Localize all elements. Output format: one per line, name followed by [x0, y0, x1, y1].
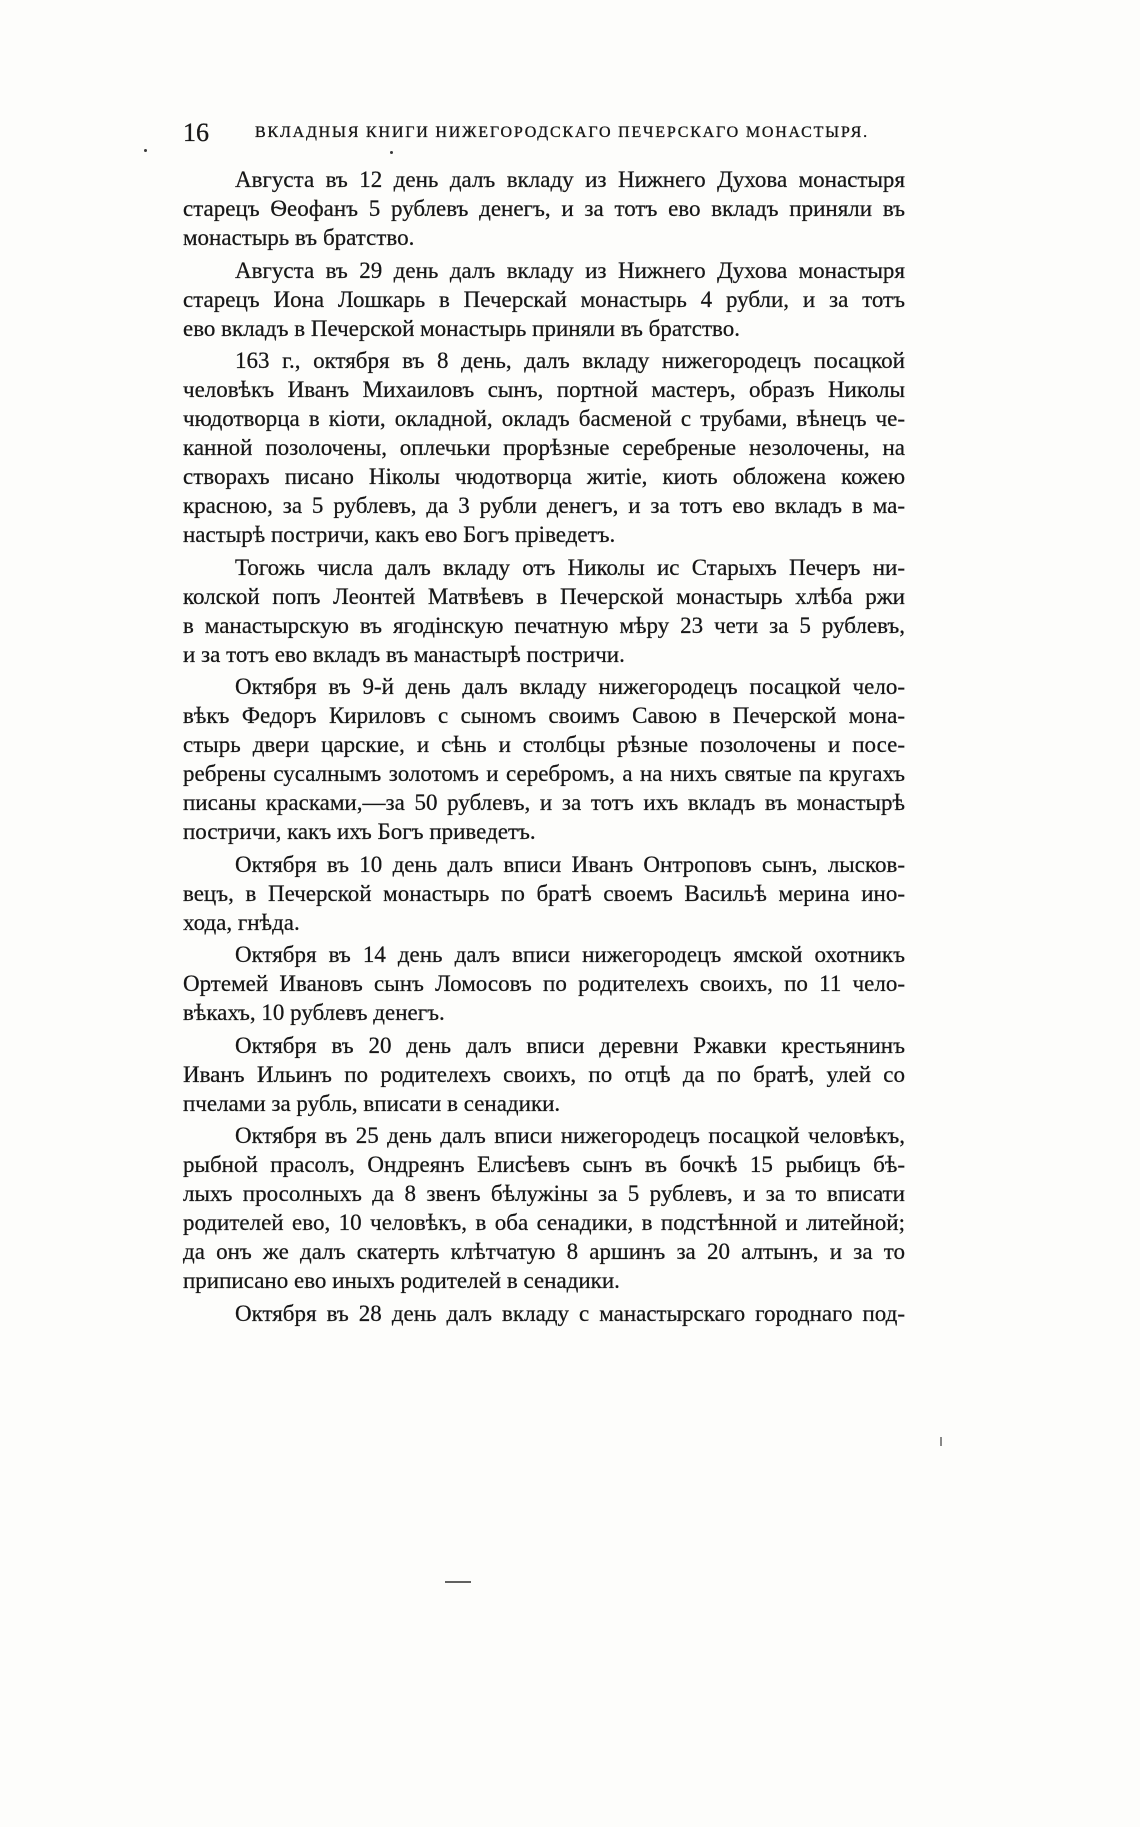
- page-number: 16: [183, 118, 209, 147]
- paragraph: [183, 553, 905, 669]
- text-line: [183, 285, 905, 314]
- text-line: [183, 730, 905, 759]
- text-line-content: в манастырскую въ ягодінскую печатную мѣру 23 чети за 5 рублевъ,: [183, 612, 905, 638]
- text-line-content: приписано ево иныхъ родителей в сенадики.: [183, 1268, 620, 1293]
- paragraph: [183, 346, 905, 549]
- text-line-content: Октября въ 25 день далъ вписи нижегородецъ посацкой человѣкъ,: [235, 1123, 905, 1148]
- text-line-content: створахъ писано Ніколы чюдотворца житіе, киоть обложена кожею: [183, 464, 905, 489]
- text-line: [183, 611, 905, 640]
- text-line-content: вецъ, в Печерской монастырь по братѣ своемъ Васильѣ мерина ино-: [183, 880, 905, 906]
- text-line: [183, 1208, 905, 1237]
- text-line-content: Иванъ Ильинъ по родителехъ своихъ, по отцѣ да по братѣ, улей со: [183, 1061, 905, 1087]
- text-line: [183, 375, 905, 404]
- text-line: [183, 672, 905, 701]
- text-line: [183, 701, 905, 730]
- scan-speck: [144, 149, 147, 152]
- text-line: [183, 1060, 905, 1089]
- text-line-content: родителей ево, 10 человѣкъ, в оба сенадики, в подстѣнной и литейной;: [183, 1210, 905, 1235]
- text-line-content: рыбной прасолъ, Ондреянъ Елисѣевъ сынъ въ бочкѣ 15 рыбицъ бѣ-: [183, 1152, 905, 1177]
- text-line-content: чюдотворца в кіоти, окладной, окладъ басменой с трубами, вѣнецъ че-: [183, 406, 905, 431]
- text-line-content: Октября въ 28 день далъ вкладу с манастырскаго городнаго под-: [235, 1300, 905, 1326]
- text-line-content: Ортемей Ивановъ сынъ Ломосовъ по родителехъ своихъ, по 11 чело-: [183, 971, 905, 996]
- text-line-content: постричи, какъ ихъ Богъ приведетъ.: [183, 819, 536, 844]
- text-line-content: вѣкъ Федоръ Кириловъ с сыномъ своимъ Савою в Печерской мона-: [183, 703, 905, 728]
- text-line: [183, 1179, 905, 1208]
- text-line: [183, 433, 905, 462]
- paragraph: [183, 1031, 905, 1118]
- text-line: [183, 194, 905, 223]
- text-line-content: 163 г., октября въ 8 день, далъ вкладу нижегородецъ посацкой: [235, 348, 905, 373]
- text-line-content: стырь двери царские, и сѣнь и столбцы рѣзные позолочены и посе-: [183, 732, 905, 757]
- text-line-content: Августа въ 12 день далъ вкладу из Нижнего Духова монастыря: [235, 167, 905, 192]
- text-line: [183, 998, 905, 1027]
- text-line: [183, 1237, 905, 1266]
- paragraph: [183, 940, 905, 1027]
- scan-speck: [390, 151, 393, 154]
- text-line: [183, 940, 905, 969]
- text-line-content: и за тотъ ево вкладъ въ манастырѣ постричи.: [183, 641, 625, 667]
- text-line-content: человѣкъ Иванъ Михаиловъ сынъ, портной мастеръ, образъ Николы: [183, 377, 905, 402]
- text-line-content: писаны красками,—за 50 рублевъ, и за тотъ ихъ вкладъ въ монастырѣ: [183, 790, 905, 815]
- text-line-content: вѣкахъ, 10 рублевъ денегъ.: [183, 1000, 445, 1025]
- text-line-content: Октября въ 9-й день далъ вкладу нижегородецъ посацкой чело-: [235, 674, 905, 699]
- text-line: [183, 788, 905, 817]
- text-line: [183, 1121, 905, 1150]
- text-line: [183, 1150, 905, 1179]
- text-line-content: ребрены сусалнымъ золотомъ и серебромъ, а на нихъ святые па кругахъ: [183, 761, 905, 786]
- text-line: [183, 1299, 905, 1328]
- text-line-content: настырѣ постричи, какъ ево Богъ пріведетъ.: [183, 522, 616, 547]
- text-line: [183, 462, 905, 491]
- paragraph: [183, 165, 905, 252]
- text-line-content: хода, гнѣда.: [183, 909, 300, 935]
- text-line: [183, 817, 905, 846]
- text-line-content: ево вкладъ в Печерской монастырь приняли въ братство.: [183, 315, 740, 341]
- text-line: [183, 850, 905, 879]
- text-line: [183, 520, 905, 549]
- text-line-content: Августа въ 29 день далъ вкладу из Нижнего Духова монастыря: [235, 257, 905, 283]
- running-title: ВКЛАДНЫЯ КНИГИ НИЖЕГОРОДСКАГО ПЕЧЕРСКАГО МОНАСТЫРЯ.: [255, 124, 869, 141]
- text-line-content: красною, за 5 рублевъ, да 3 рубли денегъ, и за тотъ ево вкладъ в ма-: [183, 493, 905, 518]
- text-line: [183, 759, 905, 788]
- text-line-content: колской попъ Леонтей Матвѣевъ в Печерской монастырь хлѣба ржи: [183, 583, 905, 609]
- paragraph: [183, 256, 905, 343]
- text-line: [183, 1089, 905, 1118]
- text-line-content: старецъ Ѳеофанъ 5 рублевъ денегъ, и за тотъ ево вкладъ приняли въ: [183, 196, 905, 221]
- scan-speck: [445, 1581, 471, 1583]
- text-line: [183, 1266, 905, 1295]
- text-line: [183, 314, 905, 343]
- paragraph: [183, 672, 905, 846]
- paragraph: [183, 1299, 905, 1328]
- body-text: [183, 165, 905, 1328]
- text-line: [183, 640, 905, 669]
- text-line: [183, 908, 905, 937]
- text-line-content: канной позолочены, оплечьки прорѣзные серебреные незолочены, на: [183, 435, 905, 460]
- text-line-content: лыхъ просолныхъ да 8 звенъ бѣлужіны за 5 рублевъ, и за то вписати: [183, 1181, 905, 1206]
- text-line: [183, 404, 905, 433]
- text-line: [183, 165, 905, 194]
- text-line-content: старецъ Иона Лошкарь в Печерскай монастырь 4 рубли, и за тотъ: [183, 286, 905, 312]
- text-line-content: пчелами за рубль, вписати в сенадики.: [183, 1090, 561, 1116]
- paragraph: [183, 850, 905, 937]
- paragraph: [183, 1121, 905, 1295]
- text-line-content: да онъ же далъ скатерть клѣтчатую 8 аршинъ за 20 алтынъ, и за то: [183, 1239, 905, 1264]
- text-line: [183, 491, 905, 520]
- text-line: [183, 1031, 905, 1060]
- text-line: [183, 879, 905, 908]
- text-line-content: монастырь въ братство.: [183, 225, 415, 250]
- text-line-content: Октября въ 14 день далъ вписи нижегородецъ ямской охотникъ: [235, 942, 905, 967]
- text-line-content: Октября въ 20 день далъ вписи деревни Ржавки крестьянинъ: [235, 1032, 905, 1058]
- text-line: [183, 582, 905, 611]
- text-line: [183, 223, 905, 252]
- text-line: [183, 553, 905, 582]
- text-line: [183, 969, 905, 998]
- text-line-content: Октября въ 10 день далъ вписи Иванъ Онтроповъ сынъ, лысков-: [235, 851, 905, 877]
- scan-speck: [940, 1437, 942, 1446]
- text-line: [183, 346, 905, 375]
- text-line: [183, 256, 905, 285]
- text-line-content: Тогожь числа далъ вкладу отъ Николы ис Старыхъ Печеръ ни-: [235, 554, 905, 580]
